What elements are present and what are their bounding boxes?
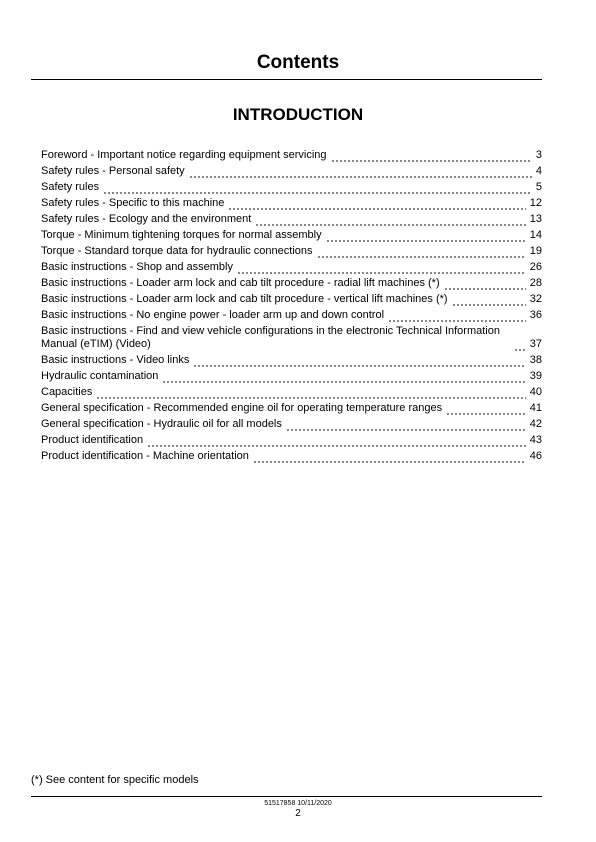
toc-entry-page: 26	[529, 261, 542, 273]
toc-entry-page: 42	[529, 418, 542, 430]
dot-leader	[162, 373, 525, 383]
toc-entry-page: 28	[529, 277, 542, 289]
toc-entry-title: Safety rules - Personal safety	[41, 165, 185, 177]
toc-entry-title: Basic instructions - Loader arm lock and cab tilt procedure - vertical lift machines (*)	[41, 293, 448, 305]
dot-leader	[255, 216, 525, 226]
dot-leader	[452, 296, 526, 306]
toc-entry-page: 13	[529, 213, 542, 225]
footnote: (*) See content for specific models	[31, 774, 199, 786]
dot-leader	[253, 453, 526, 463]
dot-leader	[189, 168, 532, 178]
page-number: 2	[295, 808, 301, 819]
toc-entry-title: Basic instructions - Find and view vehicle configurations in the electronic Technical Information Manual (eTIM) (Video)	[41, 325, 500, 350]
toc-entry[interactable]	[41, 197, 542, 210]
toc-entry-page: 37	[529, 338, 542, 350]
toc-entry-page: 46	[529, 450, 542, 462]
toc-entry-title: General specification - Recommended engine oil for operating temperature ranges	[41, 402, 443, 414]
toc-entry[interactable]	[41, 181, 542, 194]
toc-entry-title: General specification - Hydraulic oil for all models	[41, 418, 282, 430]
toc-entry-title: Product identification	[41, 434, 144, 446]
toc-entry[interactable]	[41, 450, 542, 463]
toc-entry-title: Safety rules	[41, 181, 100, 193]
page-title: Contents	[256, 52, 340, 73]
dot-leader	[228, 200, 525, 210]
dot-leader	[331, 152, 532, 162]
toc-entry[interactable]	[41, 261, 542, 274]
dot-leader	[237, 264, 526, 274]
toc-entry[interactable]	[41, 434, 542, 447]
dot-leader	[193, 357, 525, 367]
title-divider	[31, 79, 542, 80]
toc-entry-page: 14	[529, 229, 542, 241]
toc-entry[interactable]	[41, 229, 542, 242]
toc-entry-title: Basic instructions - Video links	[41, 354, 190, 366]
toc-entry-page: 38	[529, 354, 542, 366]
dot-leader	[446, 405, 526, 415]
toc-entry-title: Capacities	[41, 386, 93, 398]
toc-entry-page: 39	[529, 370, 542, 382]
toc-entry[interactable]	[41, 418, 542, 431]
toc-entry[interactable]	[41, 213, 542, 226]
toc-entry-page: 32	[529, 293, 542, 305]
toc-entry[interactable]	[41, 245, 542, 258]
dot-leader	[147, 437, 526, 447]
toc-entry[interactable]	[41, 165, 542, 178]
toc-entry-title: Safety rules - Specific to this machine	[41, 197, 225, 209]
toc-entry-page: 36	[529, 309, 542, 321]
toc-entry-title: Hydraulic contamination	[41, 370, 159, 382]
dot-leader	[96, 389, 525, 399]
toc-entry-title: Torque - Minimum tightening torques for normal assembly	[41, 229, 322, 241]
toc-entry[interactable]	[41, 402, 542, 415]
toc-entry-title: Basic instructions - Loader arm lock and cab tilt procedure - radial lift machines (*)	[41, 277, 440, 289]
dot-leader	[444, 280, 526, 290]
toc-entry-page: 19	[529, 245, 542, 257]
toc-entry-page: 4	[535, 165, 542, 177]
toc-entry[interactable]	[41, 386, 542, 399]
toc-entry-page: 40	[529, 386, 542, 398]
dot-leader	[317, 248, 526, 258]
toc-entry[interactable]	[41, 277, 542, 290]
footer-divider	[31, 796, 542, 797]
dot-leader	[103, 184, 532, 194]
dot-leader	[286, 421, 526, 431]
toc-entry[interactable]	[41, 325, 542, 351]
document-id: 51517858 10/11/2020	[264, 800, 332, 807]
toc-entry-title: Safety rules - Ecology and the environment	[41, 213, 252, 225]
toc-entry-title: Basic instructions - Shop and assembly	[41, 261, 233, 273]
toc-entry[interactable]	[41, 293, 542, 306]
toc-entry[interactable]	[41, 309, 542, 322]
toc-entry-page: 43	[529, 434, 542, 446]
table-of-contents	[41, 149, 542, 466]
section-heading: INTRODUCTION	[232, 105, 364, 124]
toc-entry-page: 5	[535, 181, 542, 193]
toc-entry-title: Product identification - Machine orientation	[41, 450, 249, 462]
toc-entry-page: 12	[529, 197, 542, 209]
dot-leader	[388, 312, 526, 322]
dot-leader	[326, 232, 526, 242]
dot-leader	[514, 341, 526, 351]
toc-entry[interactable]	[41, 149, 542, 162]
toc-entry-title: Foreword - Important notice regarding equipment servicing	[41, 149, 327, 161]
toc-entry[interactable]	[41, 370, 542, 383]
toc-entry-title: Torque - Standard torque data for hydraulic connections	[41, 245, 313, 257]
toc-entry-page: 41	[529, 402, 542, 414]
toc-entry-title: Basic instructions - No engine power - loader arm up and down control	[41, 309, 385, 321]
toc-entry[interactable]	[41, 354, 542, 367]
toc-entry-page: 3	[535, 149, 542, 161]
